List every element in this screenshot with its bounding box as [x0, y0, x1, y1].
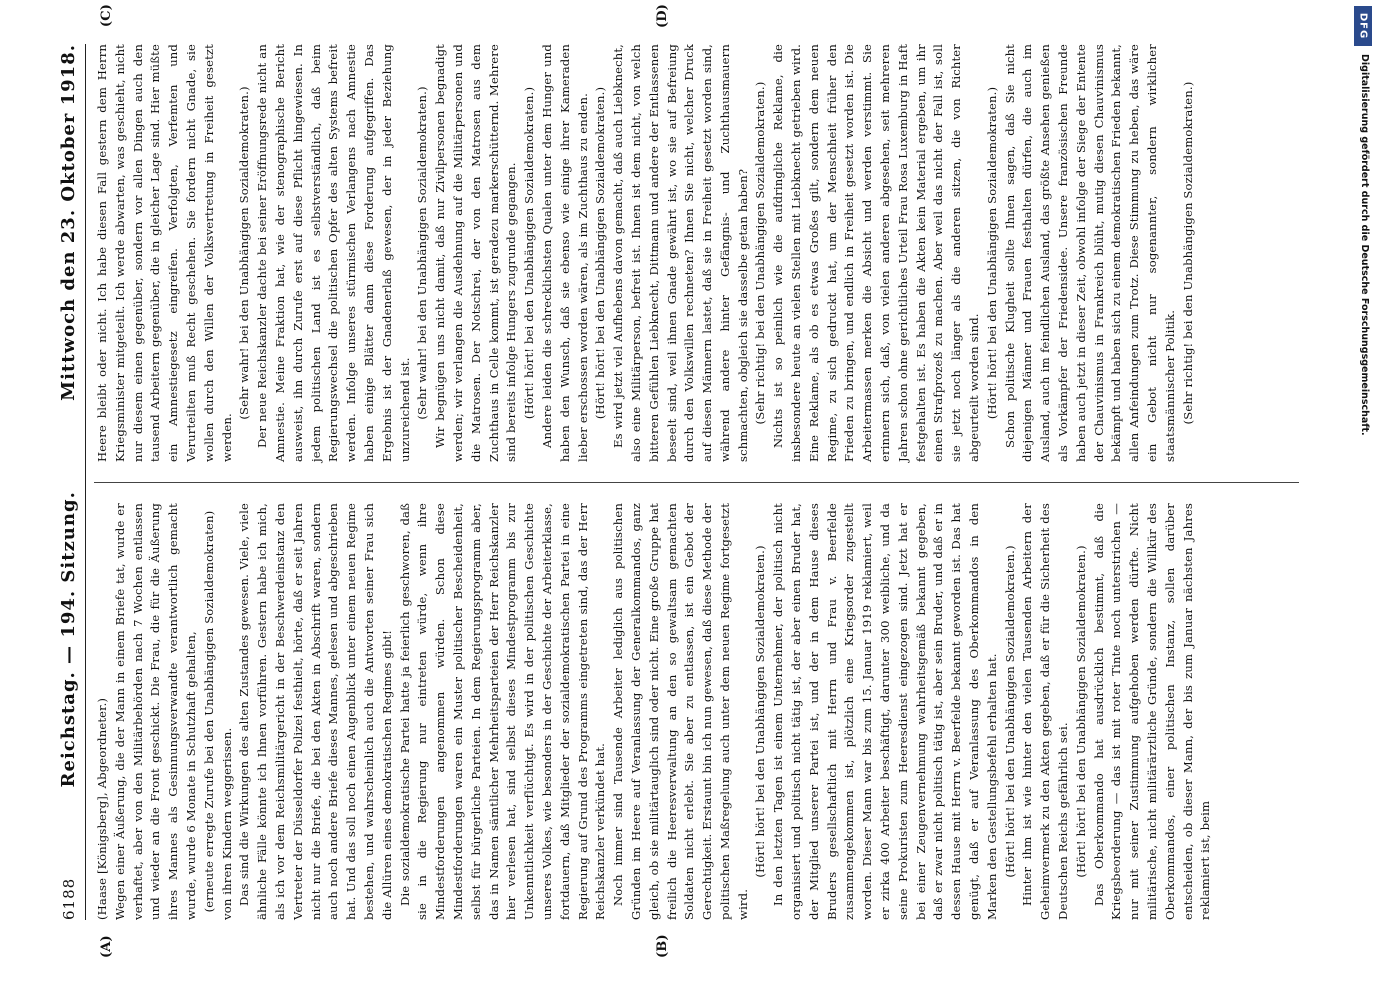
interjection: (Hört! hört! bei den Unabhängigen Sozialdemokraten.)	[1073, 545, 1088, 878]
page-title: Reichstag. — 194. Sitzung.	[58, 491, 79, 788]
paragraph: Nichts ist so peinlich wie die aufdringliche Reklame, die insbesondere heute an vielen Stellen mit Liebknecht getrieben wird. Eine Reklame, als ob es etwas Großes gilt, sondern dem neuen Regime, zu sich gedruckt hat, um der Menschheit früher den Frieden zu bringen, und endlich in Freiheit gesetzt worden ist. Die Arbeitermassen merken die Absicht und werden verstimmt. Sie erinnern sich, daß, von vielen anderen abgesehen, seit mehreren Jahren schon ohne gerichtliches Urteil Frau Rosa Luxemburg in Haft festgehalten ist. Es haben die Akten kein Material ergeben, um ihr einen Strafprozeß zu machen. Aber weil das nicht der Fall ist, soll sie jetzt noch länger als die anderen sitzen, die von Richter abgeurteilt worden sind.	[771, 44, 982, 462]
paragraph: Das sind die Wirkungen des alten Zustandes gewesen. Viele, viele ähnliche Fälle könnte ich Ihnen vorführen. Gestern habe ich mich, als ich vor dem Reichsmilitärgericht in der Beschwerdeinstanz den Vertreter der Düsseldorfer Polizei festhielt, hörte, daß er seit Jahren nicht nur die Briefe, die bei den Akten in Abschrift waren, sondern auch noch andere Briefe dieses Mannes, gelesen und abgeschrieben hat. Und das soll noch einen Augenblick unter einem neuen Regime bestehen, und wahrscheinlich auch die Antworten seiner Frau sich die Allüren eines demokratischen Regimes gibt!	[237, 503, 394, 920]
margin-marker-b: (B)	[655, 934, 670, 958]
paragraph: Der neue Reichskanzler dachte bei seiner Eröffnungsrede nicht an Amnestie. Meine Fraktion hat, wie der stenographische Bericht ausweist, ihn durch Zurufe erst auf diese Pflicht hingewiesen. In jedem politischen Land ist es selbstverständlich, daß beim Regierungswechsel die politischen Opfer des alten Systems befreit werden. Infolge unseres stürmischen Verlangens nach Amnestie haben einige Blätter dann diese Forderung aufgegriffen. Das Ergebnis ist der Gnadenerlaß gewesen, der in jeder Beziehung unzureichend ist.	[255, 44, 412, 462]
margin-marker-a: (A)	[99, 935, 114, 958]
dfg-logo: DFG	[1354, 6, 1372, 46]
paragraph: Heere bleibt oder nicht. Ich habe diesen Fall gestern dem Herrn Kriegsminister mitgeteilt. Ich werde abwarten, was geschieht, nicht nur diesem einen gegenüber, sondern vor allen Dingen auch den tausend Arbeitern gegenüber, die in gleicher Lage sind. Hier müßte ein Amnestiegesetz eingreifen. Verfolgten, Verfemten und Verurteilten muß Recht geschehen. Sie fordern nicht Gnade, sie wollen durch den Willen der Volksvertretung in Freiheit gesetzt werden.	[95, 44, 234, 462]
interjection: (Hört! hört! bei den Unabhängigen Sozialdemokraten.)	[522, 86, 537, 420]
page-number: 6188	[60, 877, 78, 920]
left-column	[94, 482, 1299, 958]
session-date: Mittwoch den 23. Oktober 1918.	[58, 44, 79, 401]
paragraph: Das Oberkommando hat ausdrücklich bestimmt, daß die Kriegsbeorderung — das ist mit roter Tinte noch unterstrichen — nur mit seiner Zustimmung aufgehoben werden dürfte. Nicht militärische, nicht militärärztliche Gründe, sondern die Willkür des Oberkommandos, einer politischen Instanz, sollen darüber entscheiden, ob dieser Mann, der bis zum Januar nächsten Jahres reklamiert ist, beim	[1091, 503, 1213, 920]
paragraph: Hinter ihm ist wie hinter den vielen Tausenden Arbeitern der Geheimvermerk zu den Akten gegeben, daß er für die Sicherheit des Deutschen Reichs gefährlich sei.	[1020, 503, 1071, 920]
interjection: (Hört! hört! bei den Unabhängigen Sozialdemokraten.)	[593, 86, 608, 420]
paragraph: Wir begnügen uns nicht damit, daß nur Zivilpersonen begnadigt werden; wir verlangen die Ausdehnung auf die Militärpersonen und die Matrosen. Der Notschrei, der von den Matrosen aus dem Zuchthaus in Celle kommt, ist geradezu markerschütternd. Mehrere sind bereits infolge Hungers zugrunde gegangen.	[433, 44, 519, 462]
speaker-line: (Haase [Königsberg], Abgeordneter.)	[95, 697, 109, 920]
digitization-note: Digitalisierung gefördert durch die Deutsche Forschungsgemeinschaft.	[1359, 54, 1370, 436]
paragraph: Wegen einer Äußerung, die der Mann in einem Briefe tat, wurde er verhaftet, aber von den Militärbehörden nach 7 Wochen entlassen und wieder an die Front geschickt. Die Frau, die für die Äußerung ihres Mannes als Gesinnungsverwandte verantwortlich gemacht wurde, wurde 6 Monate in Schutzhaft gehalten,	[112, 503, 198, 920]
interjection: (Sehr wahr! bei den Unabhängigen Sozialdemokraten.)	[415, 86, 430, 420]
interjection: (Sehr richtig! bei den Unabhängigen Sozialdemokraten.)	[753, 81, 768, 425]
interjection: (Sehr wahr! bei den Unabhängigen Sozialdemokraten.)	[237, 86, 252, 420]
interjection: (Hört! hört! bei den Unabhängigen Sozialdemokraten.)	[984, 86, 999, 420]
text-columns	[94, 4, 1299, 958]
paragraph: In den letzten Tagen ist einem Unternehmer, der politisch nicht organisiert und politisch nicht tätig ist, der aber einen Bruder hat, der Mitglied unserer Partei ist, und der in dem Hause dieses Bruders gesellschaftlich mit Herrn und Frau v. Beerfelde zusammengekommen ist, plötzlich eine Kriegsorder zugestellt worden. Dieser Mann war bis zum 15. Januar 1919 reklamiert, weil er zirka 400 Arbeiter beschäftigt, darunter 300 weibliche, und da seine Prokuristen zum Heeresdienst eingezogen sind. Jetzt hat er bei einer Zeugenvernehmung wahrheitsgemäß bekannt gegeben, daß er zwar nicht politisch tätig ist, aber sein Bruder, und daß er in dessen Hause mit Herrn v. Beerfelde bekannt geworden ist. Das hat genügt, daß er auf Veranlassung des Oberkommandos in den Marken den Gestellungsbefehl erhalten hat.	[771, 503, 999, 920]
interjection: (Sehr richtig! bei den Unabhängigen Sozialdemokraten.)	[1180, 81, 1195, 425]
interjection: (Hört! hört! bei den Unabhängigen Sozialdemokraten.)	[1002, 545, 1017, 878]
paragraph: Noch immer sind Tausende Arbeiter lediglich aus politischen Gründen im Heere auf Veranlassung der Generalkommandos, ganz gleich, ob sie militärtauglich sind oder nicht. Eine große Gruppe hat freilich die Heeresverwaltung an den so gewaltsam gemachten Soldaten nicht erlebt. Sie aber zu entlassen, ist ein Gebot der Gerechtigkeit. Erstaunt bin ich nun gewesen, daß diese Methode der politischen Maßregelung auch unter dem neuen Regime fortgesetzt wird.	[611, 503, 750, 920]
paragraph: von ihren Kindern weggerissen.	[219, 727, 234, 920]
margin-marker-d: (D)	[655, 4, 670, 29]
paragraph: Die sozialdemokratische Partei hatte ja feierlich geschworen, daß sie in die Regierung nur eintreten würde, wenn ihre Mindestforderungen angenommen würden. Schon diese Mindestforderungen waren ein Muster politischer Bescheidenheit, selbst für bürgerliche Parteien. In dem Regierungsprogramm aber, das in Namen sämtlicher Mehrheitsparteien der Herr Reichskanzler hier verlesen hat, sind selbst dieses Mindestprogramm bis zur Unkenntlichkeit verflüchtigt. Es wird in der politischen Geschichte unseres Volkes, wie besonders in der Geschichte der Arbeiterklasse, fortdauern, daß Mitglieder der sozialdemokratischen Partei in eine Regierung auf Grund des Programms eingetreten sind, das der Herr Reichskanzler verkündet hat.	[397, 503, 608, 920]
right-column	[94, 4, 1299, 482]
paragraph: Andere leiden die schrecklichsten Qualen unter dem Hunger und haben den Wunsch, daß sie ebenso wie einige ihrer Kameraden lieber erschossen worden wären, als im Zuchthaus zu enden.	[539, 44, 590, 462]
interjection: (erneute erregte Zurufe bei den Unabhängigen Sozialdemokraten)	[201, 510, 216, 913]
paragraph: Schon politische Klugheit sollte Ihnen sagen, daß Sie nicht diejenigen Männer und Frauen festhalten dürfen, die auch im Ausland, auch im feindlichen Ausland, das größte Ansehen genießen als Vorkämpfer der Friedensidee. Unsere französischen Freunde haben auch jetzt in dieser Zeit, obwohl infolge der Siege der Entente der Chauvinismus in Frankreich blüht, mutig diesen Chauvinismus bekämpft und haben sich zu einem demokratischen Frieden bekannt, allen Anfeindungen zum Trotz. Diese Stimmung zu heben, das wäre ein Gebot nicht nur sogenannter, sondern wirklicher staatsmännischer Politik.	[1002, 44, 1177, 462]
digitization-strip	[1352, 6, 1376, 996]
page-header	[58, 44, 86, 920]
interjection: (Hört! hört! bei den Unabhängigen Sozialdemokraten.)	[753, 545, 768, 878]
paragraph: Es wird jetzt viel Aufhebens davon gemacht, daß auch Liebknecht, also eine Militärperson, befreit ist. Ihnen ist dem nicht, von welch bitteren Gefühlen Liebknecht, Dittmann und andere der Entlassenen beseelt sind, weil ihnen Gnade gewährt ist, wo sie auf Befreiung durch den Volkswillen rechneten? Ihnen Sie nicht, welcher Druck auf diesen Männern lastet, daß sie in Freiheit gesetzt worden sind, während andere hinter Gefängnis- und Zuchthausmauern schmachten, obgleich sie dasselbe getan haben?	[611, 44, 750, 462]
margin-marker-c: (C)	[99, 4, 114, 28]
